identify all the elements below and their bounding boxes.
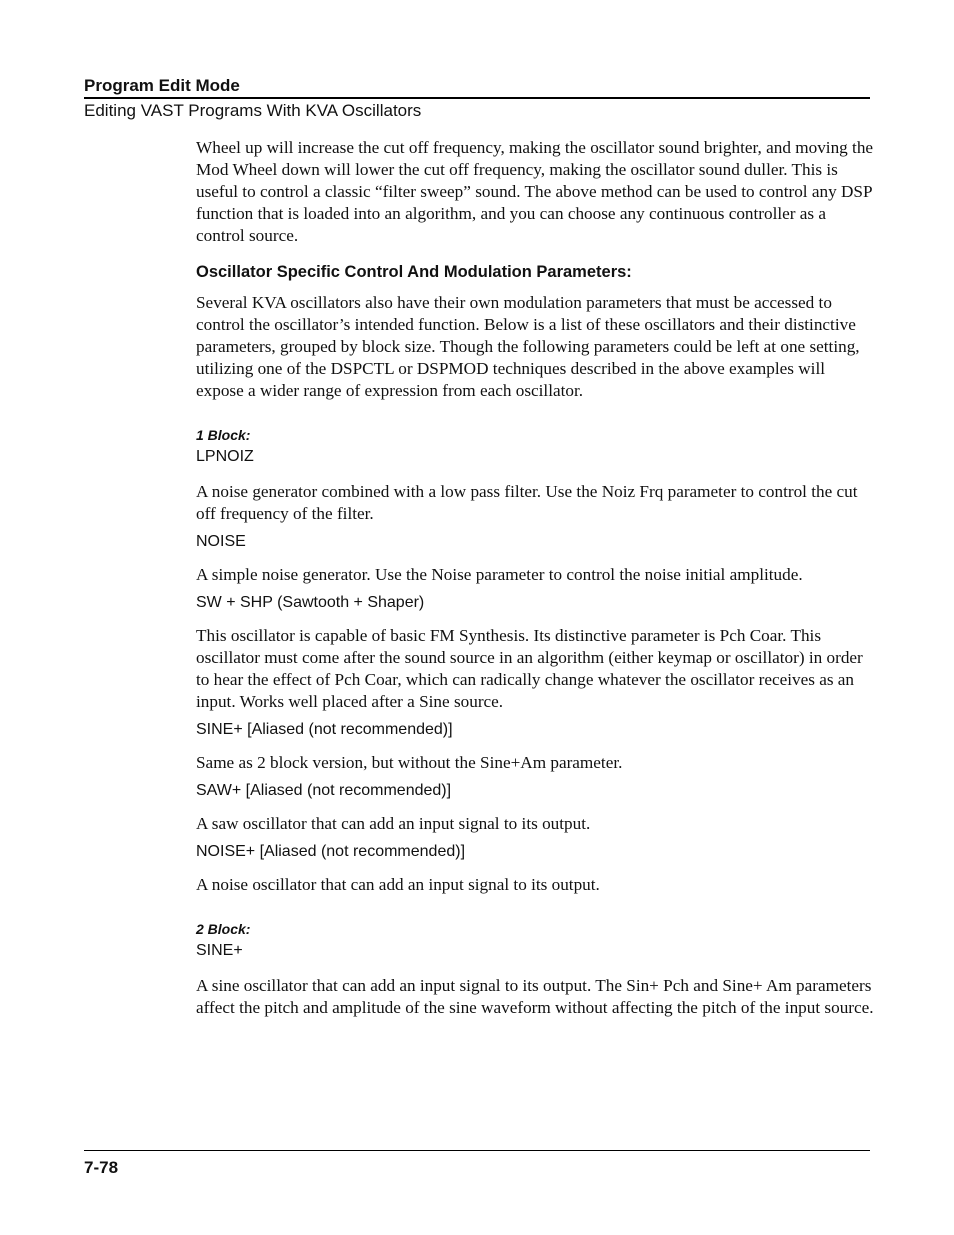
oscillator-name-sine-plus: SINE+ — [196, 942, 243, 959]
intro-paragraph: Wheel up will increase the cut off frequency, making the oscillator sound brighter, and moving the Mod Wheel down will lower the cut off frequency, making the oscillator sound duller. This is useful to control a classic “filter sweep” sound. The above method can be used to control any DSP function that is loaded into an algorithm, and you can choose any continuous controller as a control source. — [196, 138, 874, 245]
header-rule — [84, 97, 870, 99]
section-paragraph: Several KVA oscillators also have their own modulation parameters that must be accessed to control the oscillator’s intended function. Below is a list of these oscillators and their distinctive parameters, grouped by block size. Though the following parameters could be left at one setting, utilizing one of the DSPCTL or DSPMOD techniques described in the above examples will expose a wider range of expression from each oscillator. — [196, 293, 860, 400]
oscillator-name-lpnoiz: LPNOIZ — [196, 448, 254, 465]
oscillator-description-noise: A simple noise generator. Use the Noise parameter to control the noise initial amplitude. — [196, 565, 803, 584]
oscillator-description-noise-plus-aliased: A noise oscillator that can add an input signal to its output. — [196, 875, 600, 894]
running-header-subtitle: Editing VAST Programs With KVA Oscillators — [84, 101, 422, 120]
oscillator-name-sw-shp: SW + SHP (Sawtooth + Shaper) — [196, 594, 425, 611]
footer-rule — [84, 1150, 870, 1151]
page-body — [196, 137, 876, 1019]
oscillator-description-sine-plus-aliased: Same as 2 block version, but without the Sine+Am parameter. — [196, 753, 623, 772]
oscillator-name-saw-plus-aliased: SAW+ [Aliased (not recommended)] — [196, 782, 452, 799]
oscillator-name-noise-plus-aliased: NOISE+ [Aliased (not recommended)] — [196, 843, 466, 860]
oscillator-description-sine-plus: A sine oscillator that can add an input signal to its output. The Sin+ Pch and Sine+ Am parameters affect the pitch and amplitude of the sine waveform without affecting the pitch of the input source. — [196, 976, 874, 1017]
oscillator-description-lpnoiz: A noise generator combined with a low pass filter. Use the Noiz Frq parameter to control the cut off frequency of the filter. — [196, 482, 858, 523]
running-header-title: Program Edit Mode — [84, 76, 240, 95]
block-2-heading: 2 Block: — [196, 921, 251, 937]
section-heading: Oscillator Specific Control And Modulation Parameters: — [196, 263, 632, 281]
oscillator-description-sw-shp: This oscillator is capable of basic FM Synthesis. Its distinctive parameter is Pch Coar. This oscillator must come after the sound source in an algorithm (either keymap or oscillator) in order to hear the effect of Pch Coar, which can radically change whatever the oscillator receives as an input. Works well placed after a Sine source. — [196, 626, 863, 711]
oscillator-description-saw-plus-aliased: A saw oscillator that can add an input signal to its output. — [196, 814, 591, 833]
block-1-heading: 1 Block: — [196, 427, 251, 443]
oscillator-name-noise: NOISE — [196, 533, 246, 550]
page-number: 7-78 — [84, 1158, 119, 1177]
oscillator-name-sine-plus-aliased: SINE+ [Aliased (not recommended)] — [196, 721, 453, 738]
